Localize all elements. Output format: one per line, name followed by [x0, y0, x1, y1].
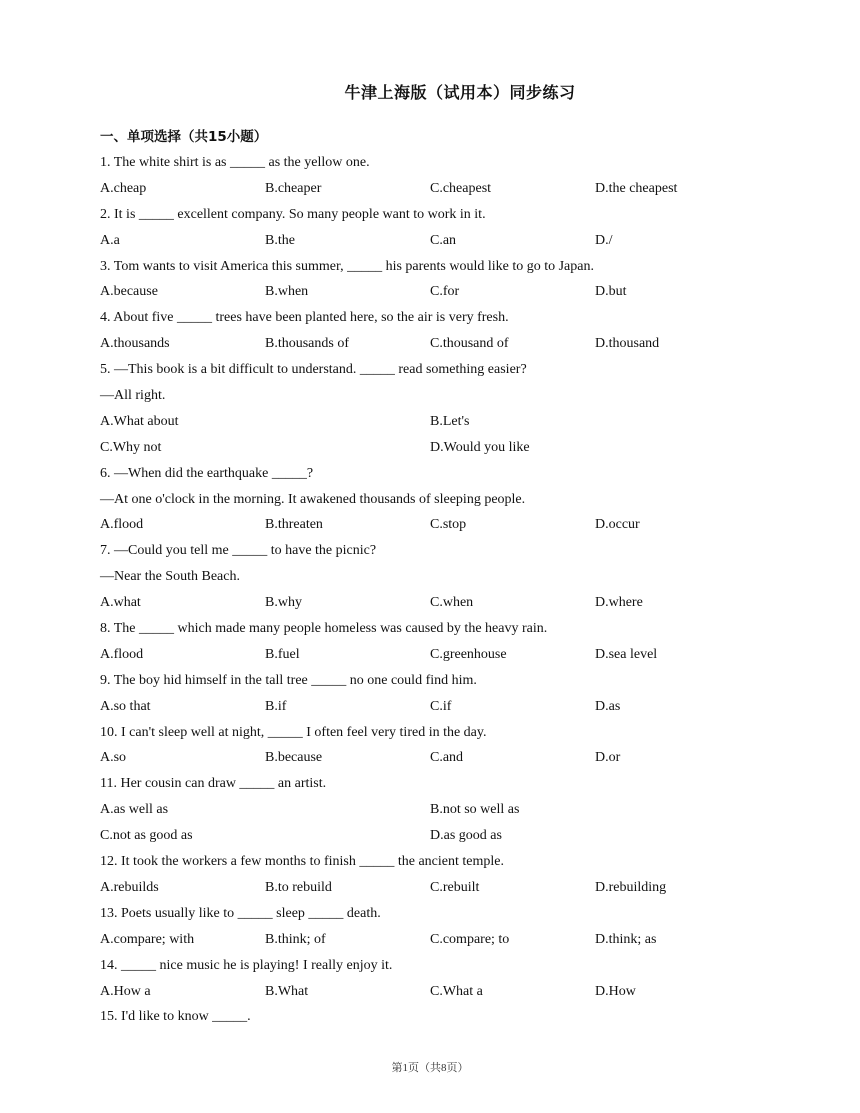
option-a: A.so that	[100, 698, 151, 714]
question-stem: 4. About five _____ trees have been planted here, so the air is very fresh.	[100, 310, 509, 326]
question-stem: 12. It took the workers a few months to finish _____ the ancient temple.	[100, 854, 504, 870]
option-c: C.not as good as	[100, 828, 193, 844]
option-b: B.when	[265, 284, 309, 300]
option-c: C.and	[430, 750, 464, 766]
option-a: A.so	[100, 750, 127, 766]
option-c: C.greenhouse	[430, 646, 507, 662]
question-stem: 10. I can't sleep well at night, _____ I often feel very tired in the day.	[100, 724, 487, 740]
option-b: B.not so well as	[430, 802, 520, 818]
option-d: D.rebuilding	[595, 879, 667, 895]
option-d: D.think; as	[595, 931, 657, 947]
option-b: B.the	[265, 232, 295, 248]
option-c: C.when	[430, 595, 474, 611]
question-dialogue-line: —Near the South Beach.	[100, 569, 240, 585]
options-row	[100, 823, 800, 849]
option-d: D.or	[595, 750, 621, 766]
option-b: B.think; of	[265, 931, 326, 947]
options-row	[100, 590, 800, 616]
option-b: B.to rebuild	[265, 879, 332, 895]
option-a: A.How a	[100, 983, 151, 999]
option-b: B.why	[265, 595, 302, 611]
question-dialogue-line: —All right.	[100, 388, 166, 404]
section-heading: 一、单项选择（共15小题）	[100, 129, 268, 145]
options-row	[100, 979, 800, 1005]
option-a: A.flood	[100, 646, 144, 662]
question-stem: 2. It is _____ excellent company. So many people want to work in it.	[100, 206, 486, 222]
options-row	[100, 176, 800, 202]
question-stem: 9. The boy hid himself in the tall tree _____ no one could find him.	[100, 672, 477, 688]
option-a: A.because	[100, 284, 158, 300]
question-stem: 15. I'd like to know _____.	[100, 1009, 251, 1025]
option-d: D.the cheapest	[595, 180, 678, 196]
question-stem: 1. The white shirt is as _____ as the yellow one.	[100, 155, 370, 170]
option-b: B.Let's	[430, 413, 470, 429]
document-title: 牛津上海版（试用本）同步练习	[344, 83, 576, 102]
question-dialogue-line: —At one o'clock in the morning. It awakened thousands of sleeping people.	[100, 491, 526, 507]
option-c: C.stop	[430, 517, 467, 533]
option-a: A.cheap	[100, 180, 147, 196]
question-stem: 6. —When did the earthquake _____?	[100, 465, 314, 481]
option-a: A.What about	[100, 413, 179, 429]
option-a: A.as well as	[100, 802, 169, 818]
question-stem: 8. The _____ which made many people homeless was caused by the heavy rain.	[100, 621, 548, 637]
question-list	[100, 150, 800, 1030]
option-c: C.Why not	[100, 439, 162, 455]
question-stem: 14. _____ nice music he is playing! I really enjoy it.	[100, 957, 393, 973]
option-d: D.How	[595, 983, 636, 999]
question-stem: 13. Poets usually like to _____ sleep _____ death.	[100, 905, 381, 921]
option-c: C.cheapest	[430, 180, 492, 196]
options-row	[100, 797, 800, 823]
option-d: D.occur	[595, 517, 640, 533]
options-row	[100, 927, 800, 953]
option-c: C.for	[430, 284, 460, 300]
option-a: A.what	[100, 595, 141, 611]
options-row	[100, 875, 800, 901]
options-row	[100, 435, 800, 461]
options-row	[100, 745, 800, 771]
option-d: D.as	[595, 698, 621, 714]
option-c: C.compare; to	[430, 931, 510, 947]
question-stem: 5. —This book is a bit difficult to understand. _____ read something easier?	[100, 362, 527, 378]
option-b: B.cheaper	[265, 180, 322, 196]
options-row	[100, 228, 800, 254]
question-stem: 7. —Could you tell me _____ to have the picnic?	[100, 543, 377, 559]
option-b: B.threaten	[265, 517, 323, 533]
option-c: C.What a	[430, 983, 483, 999]
option-c: C.an	[430, 232, 457, 248]
option-d: D.thousand	[595, 336, 660, 352]
option-a: A.compare; with	[100, 931, 195, 947]
option-a: A.thousands	[100, 336, 170, 352]
options-row	[100, 512, 800, 538]
option-a: A.rebuilds	[100, 879, 159, 895]
option-d: D.Would you like	[430, 439, 530, 455]
option-b: B.What	[265, 983, 309, 999]
option-d: D./	[595, 232, 613, 248]
option-b: B.if	[265, 698, 287, 714]
option-d: D.where	[595, 595, 643, 611]
options-row	[100, 642, 800, 668]
option-a: A.flood	[100, 517, 144, 533]
option-b: B.thousands of	[265, 336, 349, 352]
page-footer: 第1页（共8页）	[391, 1062, 469, 1074]
options-row	[100, 279, 800, 305]
question-stem: 3. Tom wants to visit America this summer, _____ his parents would like to go to Japan.	[100, 258, 594, 274]
option-c: C.thousand of	[430, 336, 509, 352]
option-d: D.sea level	[595, 646, 658, 662]
option-d: D.but	[595, 284, 627, 300]
option-d: D.as good as	[430, 828, 502, 844]
option-a: A.a	[100, 232, 120, 248]
question-stem: 11. Her cousin can draw _____ an artist.	[100, 776, 327, 792]
options-row	[100, 694, 800, 720]
option-b: B.because	[265, 750, 323, 766]
option-c: C.rebuilt	[430, 879, 480, 895]
options-row	[100, 409, 800, 435]
option-c: C.if	[430, 698, 452, 714]
options-row	[100, 331, 800, 357]
option-b: B.fuel	[265, 646, 300, 662]
